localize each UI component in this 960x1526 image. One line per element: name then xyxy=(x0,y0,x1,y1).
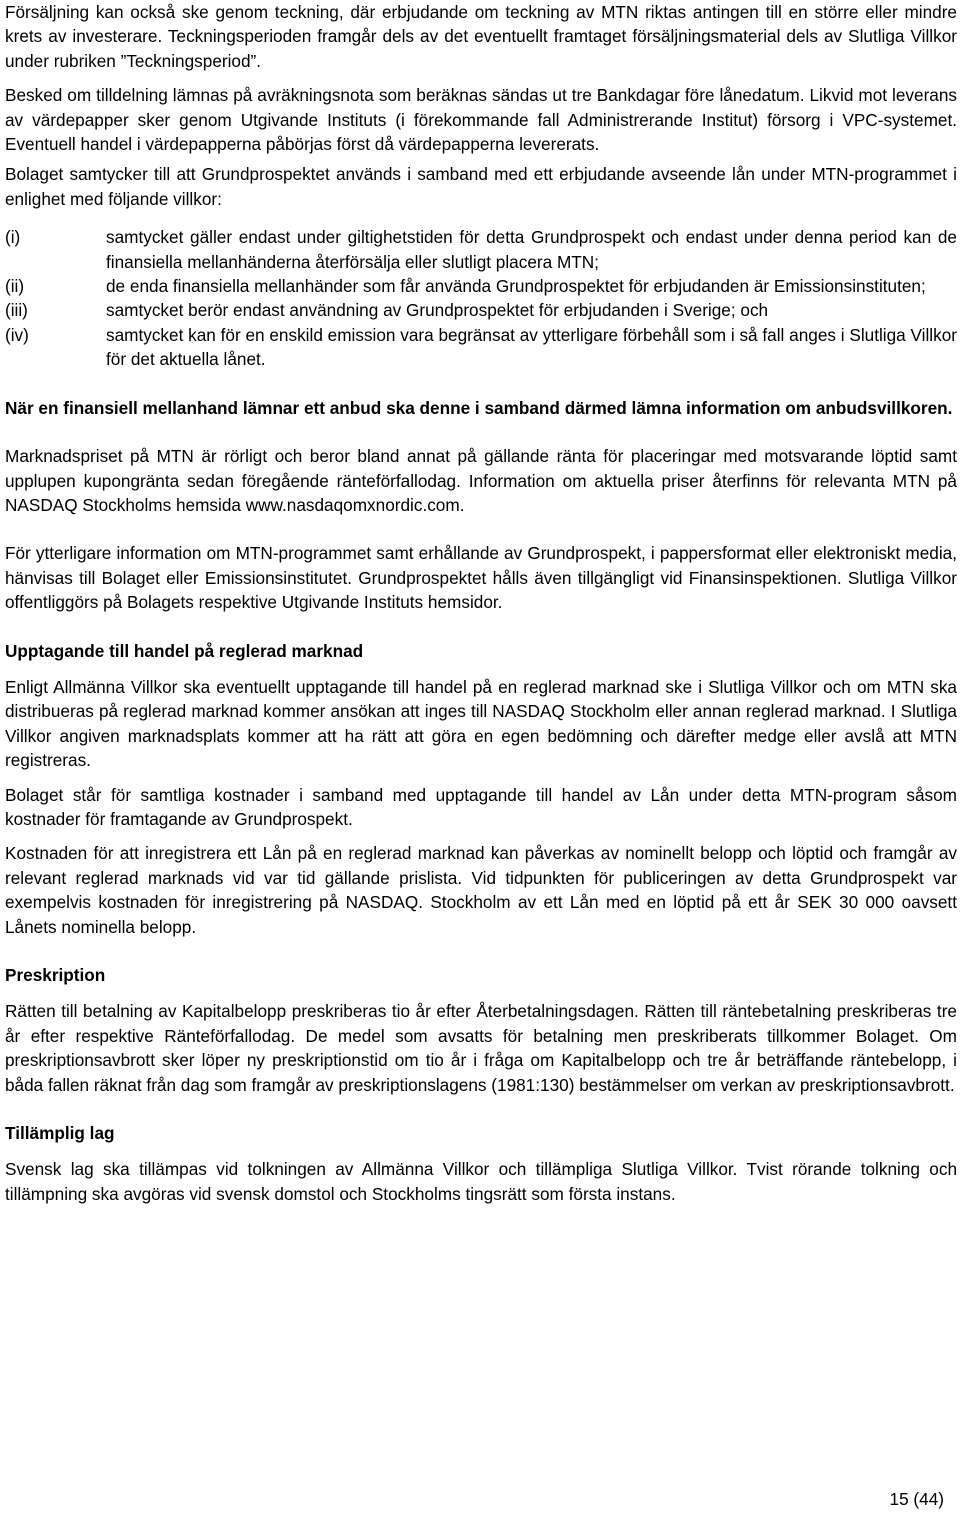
list-item xyxy=(5,225,957,274)
list-item-text: samtycket berör endast användning av Grundprospektet för erbjudanden i Sverige; och xyxy=(106,300,769,321)
list-item xyxy=(5,274,957,298)
list-item-text: de enda finansiella mellanhänder som får använda Grundprospektet för erbjudanden är Emissionsinstituten; xyxy=(106,276,926,297)
list-item-number: (i) xyxy=(5,227,21,248)
paragraph-listing-2: Bolaget står för samtliga kostnader i samband med upptagande till handel av Lån under detta MTN-program såsom kostnader för framtagande av Grundprospekt. xyxy=(5,784,957,829)
document-page xyxy=(5,0,957,1216)
paragraph-allocation: Besked om tilldelning lämnas på avräkningsnota som beräknas sändas ut tre Bankdagar före lånedatum. Likvid mot leverans av värdepapper sker genom Utgivande Instituts (i förekommande fall Administrerande Institut) försorg i VPC-systemet. Eventuell handel i värdepapperna påbörjas först då värdepapperna levererats. xyxy=(5,85,957,155)
paragraph-applicable-law: Svensk lag ska tillämpas vid tolkningen av Allmänna Villkor och tillämpliga Slutliga Villkor. Tvist rörande tolkning och tillämpning ska avgöras vid svensk domstol och Stockholms tingsrätt som första instans. xyxy=(5,1159,957,1204)
paragraph-market-price: Marknadspriset på MTN är rörligt och beror bland annat på gällande ränta för placeringar med motsvarande löptid samt upplupen kupongränta sedan föregående ränteförfallodag. Information om aktuella priser återfinns för relevanta MTN på NASDAQ Stockholms hemsida www.nasdaqomxnordic.com. xyxy=(5,446,957,515)
bold-notice: När en finansiell mellanhand lämnar ett anbud ska denne i samband därmed lämna information om anbudsvillkoren. xyxy=(5,397,953,418)
list-item-text: samtycket gäller endast under giltighetstiden för detta Grundprospekt och endast under denna period kan de finansiella mellanhänderna återförsälja eller slutligt placera MTN; xyxy=(106,227,957,272)
heading-applicable-law: Tillämplig lag xyxy=(5,1123,115,1144)
heading-listing: Upptagande till handel på reglerad marknad xyxy=(5,640,364,661)
heading-prescription: Preskription xyxy=(5,965,106,985)
list-item xyxy=(5,323,957,372)
paragraph-subscription: Försäljning kan också ske genom teckning, där erbjudande om teckning av MTN riktas antingen till en större eller mindre krets av investerare. Teckningsperioden framgår dels av det eventuellt framtaget försäljningsmaterial dels av Slutliga Villkor under rubriken ”Teckningsperiod”. xyxy=(5,2,957,71)
list-item-number: (iii) xyxy=(5,300,28,321)
paragraph-listing-1: Enligt Allmänna Villkor ska eventuellt upptagande till handel på en reglerad marknad ske i Slutliga Villkor och om MTN ska distribueras på reglerad marknad kommer ansökan att inges till NASDAQ Stockholm eller annan reglerad marknad. I Slutliga Villkor angiven marknadsplats kommer att ha rätt att göra en egen bedömning och därefter medge eller avslå att MTN registreras. xyxy=(5,676,957,771)
list-item-number: (ii) xyxy=(5,276,25,297)
page-number: 15 (44) xyxy=(889,1489,944,1509)
paragraph-consent-intro: Bolaget samtycker till att Grundprospektet används i samband med ett erbjudande avseende lån under MTN-programmet i enlighet med följande villkor: xyxy=(5,164,957,209)
paragraph-prescription: Rätten till betalning av Kapitalbelopp preskriberas tio år efter Återbetalningsdagen. Rätten till räntebetalning preskriberas tre år efter respektive Ränteförfallodag. De medel som avsatts för betalning men preskriberats tillkommer Bolaget. Om preskriptionsavbrott sker löper ny preskriptionstid om tio år i fråga om Kapitalbelopp och tre år beträffande räntebelopp, i båda fallen räknat från dag som framgår av preskriptionslagens (1981:130) bestämmelser om verkan av preskriptionsavbrott. xyxy=(5,1001,957,1095)
list-item xyxy=(5,298,957,322)
paragraph-listing-3: Kostnaden för att inregistrera ett Lån på en reglerad marknad kan påverkas av nominellt belopp och löptid och framgår av relevant reglerad marknads vid var tid gällande prislista. Vid tidpunkten för publiceringen av detta Grundprospekt var exempelvis kostnaden för inregistrering på NASDAQ. Stockholm av ett Lån med en löptid på ett år SEK 30 000 oavsett Lånets nominella belopp. xyxy=(5,843,957,937)
consent-conditions-list xyxy=(5,225,957,371)
list-item-text: samtycket kan för en enskild emission vara begränsat av ytterligare förbehåll som i så fall anges i Slutliga Villkor för det aktuella lånet. xyxy=(106,324,957,370)
paragraph-more-info: För ytterligare information om MTN-programmet samt erhållande av Grundprospekt, i pappersformat eller elektroniskt media, hänvisas till Bolaget eller Emissionsinstitutet. Grundprospektet hålls även tillgängligt vid Finansinspektionen. Slutliga Villkor offentliggörs på Bolagets respektive Utgivande Instituts hemsidor. xyxy=(5,543,957,613)
list-item-number: (iv) xyxy=(5,324,29,345)
